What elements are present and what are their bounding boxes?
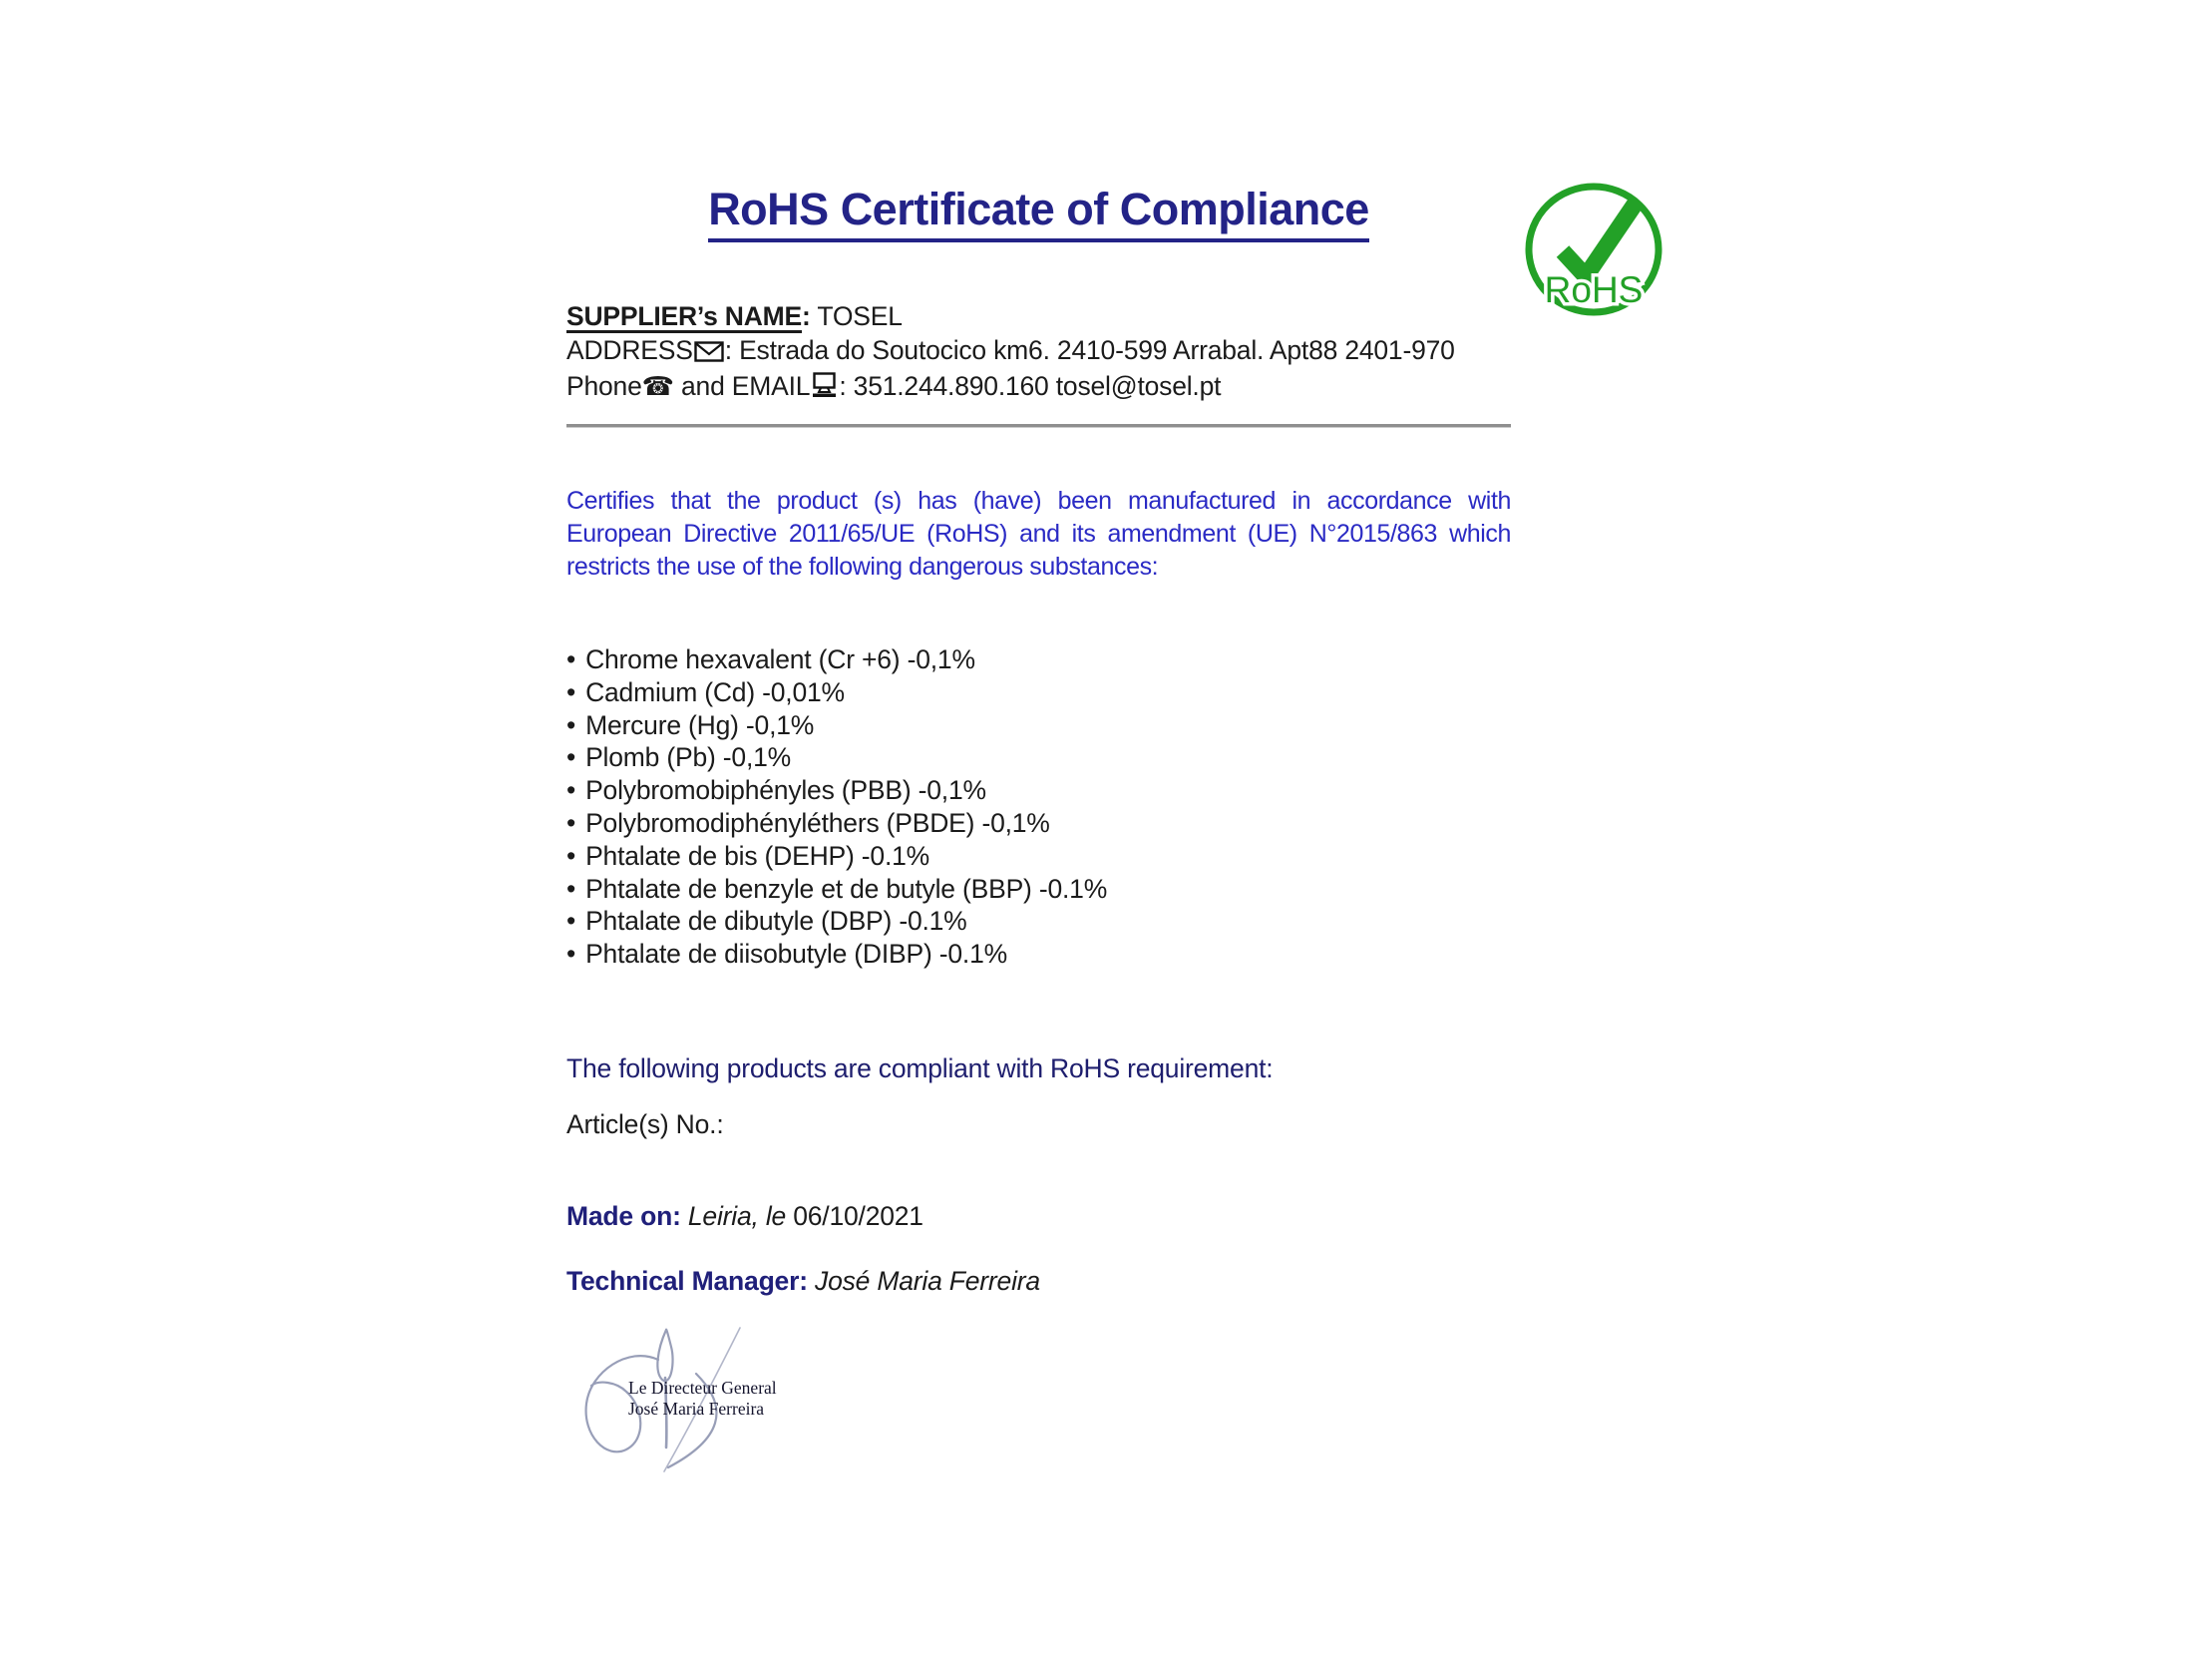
bullet-icon: • <box>566 807 576 838</box>
bullet-icon: • <box>566 709 576 740</box>
substance-item <box>566 774 1464 807</box>
bullet-icon: • <box>566 676 576 707</box>
substance-text: Polybromobiphényles (PBB) -0,1% <box>585 775 986 806</box>
substance-item <box>566 840 1464 873</box>
bullet-icon: • <box>566 840 576 871</box>
made-on-place: Leiria, le <box>687 1201 787 1231</box>
phone-icon: ☎ <box>641 372 674 402</box>
substance-text: Mercure (Hg) -0,1% <box>585 709 815 740</box>
substance-item <box>566 741 1464 774</box>
bullet-icon: • <box>566 906 576 937</box>
certification-paragraph <box>566 485 1511 584</box>
computer-icon <box>811 372 838 407</box>
bullet-icon: • <box>566 873 576 904</box>
page-title <box>566 184 1511 242</box>
supplier-contact-line <box>566 370 1544 407</box>
bullet-icon: • <box>566 742 576 773</box>
address-label: ADDRESS <box>566 334 693 365</box>
logo-text: RoHS <box>1544 269 1644 310</box>
substance-text: Polybromodiphényléthers (PBDE) -0,1% <box>585 807 1050 838</box>
checkmark-icon <box>1563 202 1637 276</box>
divider-line <box>566 424 1511 428</box>
certification-line: Certifies that the product (s) has (have) been manufactured in accordance with <box>566 487 1511 515</box>
rohs-logo-graphic <box>1522 181 1665 318</box>
phone-label: Phone <box>566 371 642 401</box>
supplier-name-label: SUPPLIER’s NAME <box>566 301 803 331</box>
page-title-text: RoHS Certificate of Compliance <box>708 184 1369 242</box>
substances-list <box>566 643 1464 971</box>
and-email-label: and EMAIL <box>681 371 811 401</box>
technical-manager-line <box>566 1266 1511 1297</box>
bullet-icon: • <box>566 939 576 970</box>
substance-text: Phtalate de bis (DEHP) -0.1% <box>585 840 930 871</box>
substance-text: Phtalate de dibutyle (DBP) -0.1% <box>585 906 967 937</box>
substance-item <box>566 873 1464 906</box>
substance-item <box>566 938 1464 971</box>
supplier-block <box>566 300 1544 407</box>
signature-name: José Maria Ferreira <box>628 1399 765 1419</box>
substance-item <box>566 709 1464 742</box>
address-colon: : <box>724 334 732 365</box>
substance-text: Phtalate de diisobutyle (DIBP) -0.1% <box>585 939 1007 970</box>
supplier-address-line <box>566 334 1544 371</box>
substance-item <box>566 905 1464 938</box>
certification-line: European Directive 2011/65/UE (RoHS) and its amendment (UE) N°2015/863 which <box>566 520 1511 548</box>
signature-title: Le Directeur General <box>628 1378 777 1398</box>
substance-text: Phtalate de benzyle et de butyle (BBP) -0.1% <box>585 873 1108 904</box>
supplier-name-colon: : <box>802 301 811 331</box>
rohs-logo <box>1522 181 1665 318</box>
substance-item <box>566 643 1464 676</box>
substance-item <box>566 807 1464 840</box>
technical-manager-name: José Maria Ferreira <box>815 1266 1040 1296</box>
made-on-date: 06/10/2021 <box>793 1201 923 1231</box>
substance-text: Cadmium (Cd) -0,01% <box>585 676 845 707</box>
substance-text: Chrome hexavalent (Cr +6) -0,1% <box>585 644 975 674</box>
supplier-name-line <box>566 300 1544 334</box>
signature-block <box>578 1320 777 1484</box>
substance-text: Plomb (Pb) -0,1% <box>585 742 792 773</box>
certification-line: restricts the use of the following dangerous substances: <box>566 553 1159 581</box>
envelope-icon <box>694 337 724 371</box>
made-on-line <box>566 1201 1511 1232</box>
article-number-line: Article(s) No.: <box>566 1109 724 1139</box>
bullet-icon: • <box>566 775 576 806</box>
contact-colon: : <box>839 371 847 401</box>
compliance-statement: The following products are compliant with RoHS requirement: <box>566 1053 1274 1083</box>
address-value: Estrada do Soutocico km6. 2410-599 Arrabal. Apt88 2401-970 <box>739 334 1455 365</box>
made-on-label: Made on: <box>566 1201 681 1231</box>
bullet-icon: • <box>566 644 576 674</box>
substance-item <box>566 676 1464 709</box>
technical-manager-label: Technical Manager: <box>566 1266 808 1296</box>
signature-text <box>628 1378 777 1420</box>
supplier-name-value: TOSEL <box>817 301 903 331</box>
contact-value: 351.244.890.160 tosel@tosel.pt <box>853 371 1222 401</box>
